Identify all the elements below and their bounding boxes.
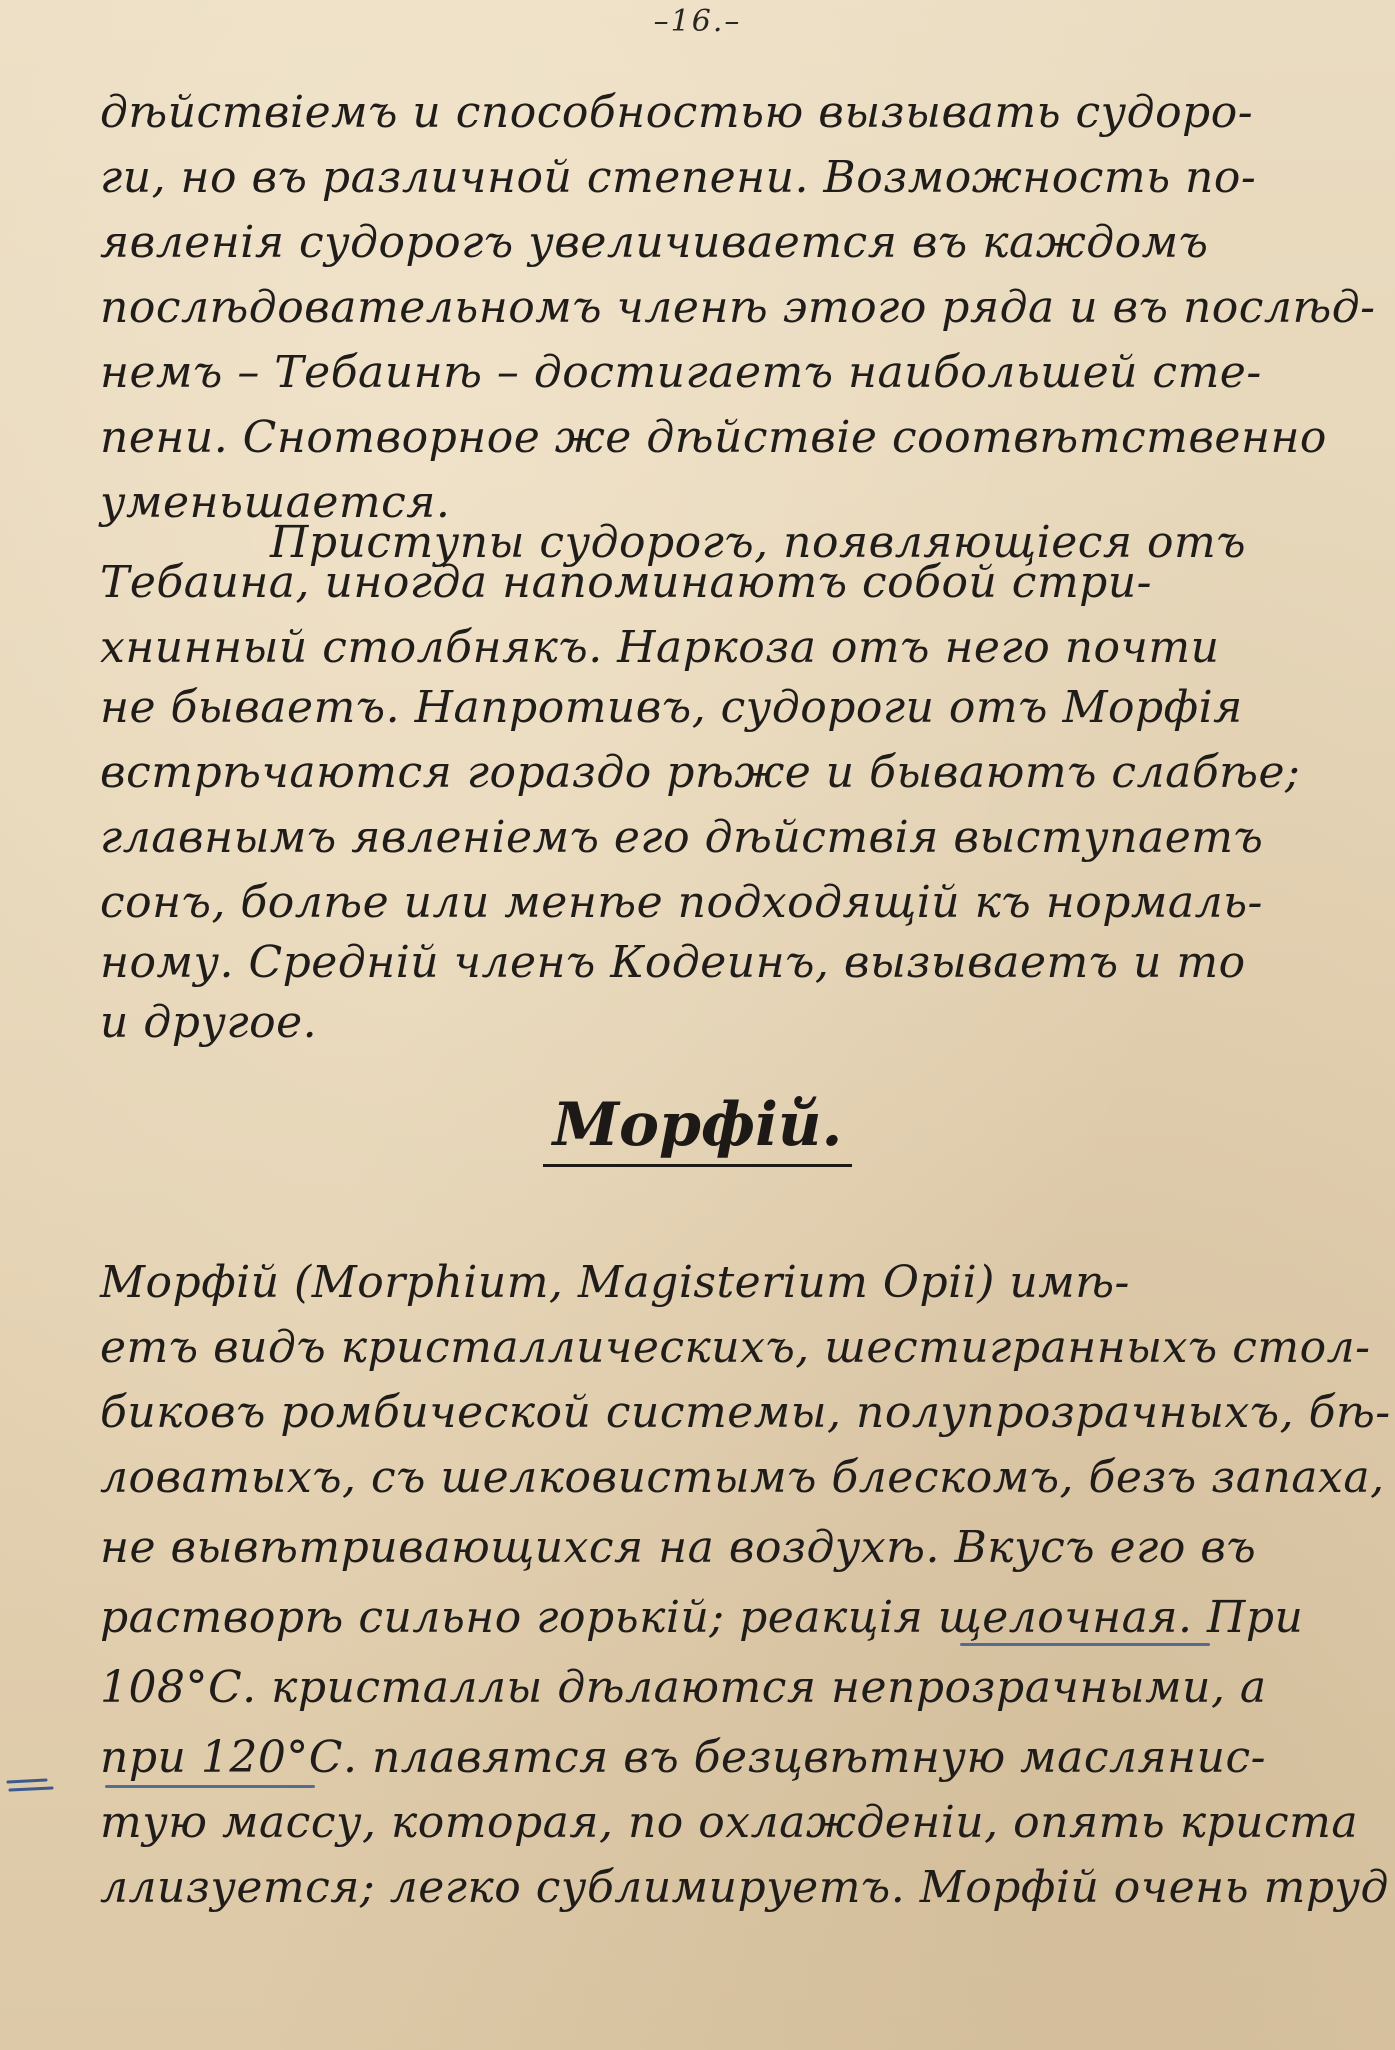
text-line: послѣдовательномъ членѣ этого ряда и въ послѣд- xyxy=(100,282,1376,333)
text-line: дѣйствіемъ и способностью вызывать судоро- xyxy=(100,87,1254,138)
text-line: ллизуется; легко сублимируетъ. Морфій очень труд xyxy=(100,1862,1389,1913)
text-line: ловатыхъ, съ шелковистымъ блескомъ, безъ запаха, xyxy=(100,1452,1385,1503)
text-line: хнинный столбнякъ. Наркоза отъ него почти xyxy=(100,622,1220,673)
text-line: и другое. xyxy=(100,997,318,1048)
margin-mark-icon xyxy=(6,1778,56,1794)
text-line: встрѣчаются гораздо рѣже и бываютъ слабѣе; xyxy=(100,747,1301,798)
text-line: не бываетъ. Напротивъ, судороги отъ Морфія xyxy=(100,682,1243,733)
page-number: –16.– xyxy=(653,4,742,39)
text-line: уменьшается. xyxy=(100,477,451,528)
text-line: при 120°С. плавятся въ безцвѣтную маслянис- xyxy=(100,1732,1266,1783)
text-line: биковъ ромбической системы, полупрозрачныхъ, бѣ- xyxy=(100,1387,1391,1438)
text-line: главнымъ явленіемъ его дѣйствія выступаетъ xyxy=(100,812,1264,863)
blue-pencil-underline xyxy=(105,1785,315,1788)
text-line: пени. Снотворное же дѣйствіе соотвѣтственно xyxy=(100,412,1327,463)
heading-text: Морфій. xyxy=(543,1090,853,1167)
text-line: тую массу, которая, по охлажденіи, опять криста xyxy=(100,1797,1359,1848)
section-heading xyxy=(0,1090,1395,1167)
text-line: Тебаина, иногда напоминаютъ собой стри- xyxy=(100,557,1153,608)
text-line: етъ видъ кристаллическихъ, шестигранныхъ стол- xyxy=(100,1322,1371,1373)
text-line: Приступы судорогъ, появляющіеся отъ xyxy=(270,517,1247,568)
text-line: ному. Средній членъ Кодеинъ, вызываетъ и то xyxy=(100,937,1246,988)
text-line: 108°С. кристаллы дѣлаются непрозрачными, а xyxy=(100,1662,1267,1713)
text-line: Морфій (Morphium, Magisterium Opii) имѣ- xyxy=(100,1257,1130,1308)
text-line: не вывѣтривающихся на воздухѣ. Вкусъ его въ xyxy=(100,1522,1257,1573)
text-line: ги, но въ различной степени. Возможность по- xyxy=(100,152,1257,203)
text-line: растворѣ сильно горькій; реакція щелочная. При xyxy=(100,1592,1304,1643)
text-line: немъ – Тебаинѣ – достигаетъ наибольшей сте- xyxy=(100,347,1262,398)
text-line: явленія судорогъ увеличивается въ каждомъ xyxy=(100,217,1209,268)
text-line: сонъ, болѣе или менѣе подходящій къ нормаль- xyxy=(100,877,1263,928)
blue-pencil-underline xyxy=(960,1643,1210,1646)
